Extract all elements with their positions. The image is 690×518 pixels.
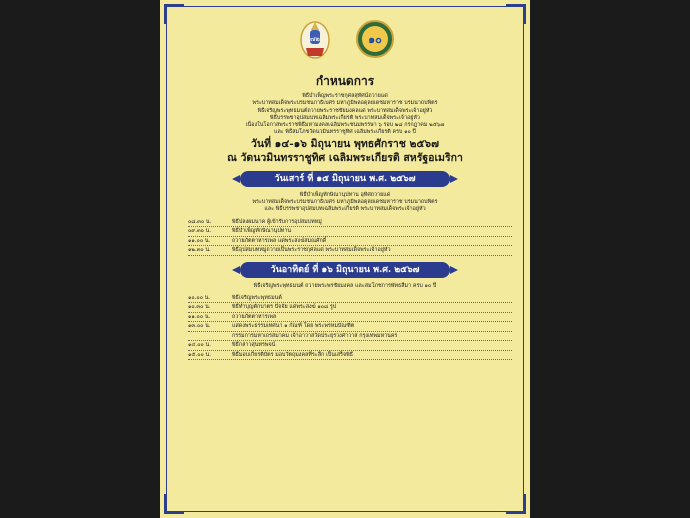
schedule-time: ๑๐.๓๐ น.: [188, 304, 211, 311]
intro-line: พิธีบำเพ็ญพระราชกุศลสุทัศน์ถวายแด่: [302, 93, 388, 99]
royal-emblem-left: [292, 16, 338, 62]
schedule-row: [188, 227, 512, 237]
schedule-row: [188, 341, 512, 351]
schedule-desc: พิธีเจริญพระพุทธมนต์: [232, 294, 282, 301]
schedule-time: ๑๒.๓๐ น.: [188, 247, 211, 254]
schedule-row: [188, 218, 512, 228]
schedule-time: ๐๙.๓๐ น.: [188, 228, 212, 235]
schedule-time: ๑๐.๐๐ น.: [188, 294, 211, 301]
schedule-desc: ถวายภัตตาหารเพล แด่พระสงฆ์สมณศักดิ์: [232, 237, 327, 244]
corner-ornament: [506, 494, 526, 514]
schedule-desc: พิธีทำบุญตักบาตร ปัจจัย แด่พระสงฆ์ ๑๐๘ รูป: [232, 304, 337, 311]
poster-title: กำหนดการ: [315, 74, 375, 88]
schedule-row: [188, 313, 512, 323]
schedule-desc: พิธีกล่าวสุนทรพจน์: [232, 342, 276, 349]
schedule-row: [188, 351, 512, 361]
intro-line: พิธีบรรพชาอุปสมบทเฉลิมพระเกียรติ พระบาทสมเด็จพระเจ้าอยู่หัว: [270, 114, 420, 121]
intro-line: และ พิธีสมโภชวัดนวมินทรราชูทิศ เฉลิมพระเกียรติ ครบ ๑๐ ปี: [274, 129, 416, 136]
day1-intro-line: พระบาทสมเด็จพระบรมชนกาธิเบศร มหาภูมิพลอดุลยเดชมหาราช บรมนาถบพิตร: [252, 199, 438, 206]
intro-line: เนื่องในโอกาสพระราชพิธีมหามงคลเฉลิมพระชนมพรรษา ๖ รอบ ๒๘ กรกฎาคม ๒๕๖๗: [245, 122, 445, 129]
day1-banner: วันเสาร์ ที่ ๑๕ มิถุนายน พ.ศ. ๒๕๖๗: [240, 171, 450, 187]
schedule-row: [188, 322, 512, 332]
schedule-time: ๑๓.๐๐ น.: [188, 323, 211, 330]
day1-intro-line: และ พิธีบรรพชาอุปสมบทเฉลิมพระเกียรติ พระบาทสมเด็จพระเจ้าอยู่หัว: [264, 206, 426, 213]
schedule-time: ๑๕.๐๐ น.: [188, 351, 211, 358]
schedule-time: [188, 332, 232, 341]
schedule-desc: พิธีอุปสมบทหมู่ถวายเป็นพระราชกุศลแด่ พระบาทสมเด็จพระเจ้าอยู่หัว: [232, 247, 391, 254]
schedule-row: [188, 332, 512, 342]
day1-intro-line: พิธีบำเพ็ญทักษิณานุปทาน อุทิศถวายแด่: [299, 191, 391, 198]
schedule-time: ๐๘.๓๐ น.: [188, 218, 212, 225]
schedule-desc: พิธีมอบเกียรติบัตร มอบวัตถุมงคลที่ระลึก เป็นเสร็จพิธี: [232, 351, 353, 358]
schedule-row: [188, 303, 512, 313]
schedule-row: [188, 237, 512, 247]
poster-content: [178, 72, 512, 360]
schedule-time: ๑๑.๐๐ น.: [188, 237, 211, 244]
day2-intro-line: พิธีเจริญพระพุทธมนต์ ถวายพระพรชัยมงคล และสมโภชการพัทธสีมา ครบ ๑๐ ปี: [253, 282, 437, 289]
corner-ornament: [164, 494, 184, 514]
schedule-time: ๑๔.๐๐ น.: [188, 342, 211, 349]
intro-line: พระบาทสมเด็จพระบรมชนกาธิเบศร มหาภูมิพลอดุลยเดชมหาราช บรมนาถบพิตร: [252, 100, 438, 107]
svg-text:๗๒: ๗๒: [310, 35, 320, 43]
schedule-time: ๑๑.๐๐ น.: [188, 313, 211, 320]
intro-line: พิธีเจริญพระพุทธมนต์ถวายพระราชชัยมงคลแด่ พระบาทสมเด็จพระเจ้าอยู่หัว: [257, 107, 433, 114]
schedule-desc: พิธีปลงผมนาค ผู้เข้ารับการอุปสมบทหมู่: [232, 218, 322, 225]
schedule-desc: ถวายภัตตาหารเพล: [232, 313, 277, 320]
schedule-desc: แสดงพระธรรมเทศนา ๑ กัณฑ์ โดย พระพรหมบัณฑิต: [232, 323, 355, 330]
poster: [160, 0, 530, 518]
day2-banner: วันอาทิตย์ ที่ ๑๖ มิถุนายน พ.ศ. ๒๕๖๗: [240, 262, 450, 278]
day1-schedule: [188, 218, 512, 256]
svg-text:๑๐: ๑๐: [368, 33, 382, 46]
venue-line: ณ วัดนวมินทรราชูทิศ เฉลิมพระเกียรติ สหรัฐอเมริกา: [227, 151, 463, 164]
date-line: วันที่ ๑๔-๑๖ มิถุนายน พุทธศักราช ๒๕๖๗: [251, 137, 439, 150]
day2-schedule: [188, 294, 512, 361]
schedule-row: [188, 246, 512, 256]
temple-emblem-right: [352, 16, 398, 62]
schedule-desc: พิธีบำเพ็ญทักษิณานุปทาน: [232, 228, 292, 235]
schedule-row: [188, 294, 512, 304]
emblems: [160, 16, 530, 62]
schedule-desc: กรรมการมหาเถรสมาคม เจ้าอาวาสวัดประยุรวงศาวาส กรุงเทพมหานคร: [232, 332, 398, 339]
